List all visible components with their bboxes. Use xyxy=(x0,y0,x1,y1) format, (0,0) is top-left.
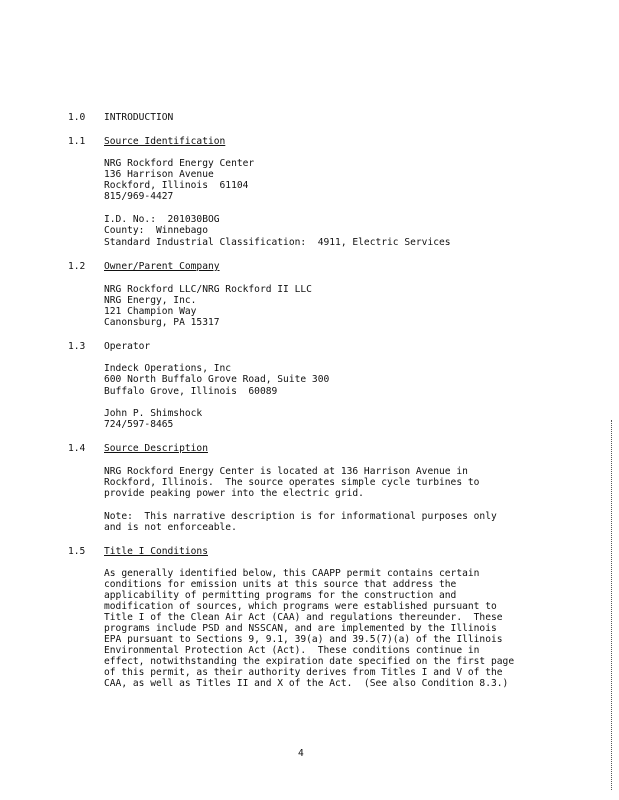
text-line: NRG Rockford LLC/NRG Rockford II LLC xyxy=(104,284,312,295)
text-line: EPA pursuant to Sections 9, 9.1, 39(a) and 39.5(7)(a) of the Illinois xyxy=(104,634,503,645)
text-line: conditions for emission units at this source that address the xyxy=(104,579,457,590)
text-line: Buffalo Grove, Illinois 60089 xyxy=(104,386,278,397)
text-line: Environmental Protection Act (Act). These conditions continue in xyxy=(104,645,480,656)
page-number: 4 xyxy=(298,748,304,759)
text-line: John P. Shimshock xyxy=(104,408,203,419)
text-line: I.D. No.: 201030BOG xyxy=(104,214,220,225)
text-line: CAA, as well as Titles II and X of the Act. (See also Condition 8.3.) xyxy=(104,678,509,689)
text-line: Rockford, Illinois 61104 xyxy=(104,180,249,191)
section-number: 1.3 xyxy=(68,341,86,352)
text-line: 121 Champion Way xyxy=(104,306,197,317)
section-number: 1.0 xyxy=(68,112,86,123)
text-line: NRG Rockford Energy Center xyxy=(104,158,255,169)
section-heading: Source Description xyxy=(104,443,208,454)
text-line: programs include PSD and NSSCAN, and are implemented by the Illinois xyxy=(104,623,497,634)
text-line: 136 Harrison Avenue xyxy=(104,169,214,180)
text-line: effect, notwithstanding the expiration date specified on the first page xyxy=(104,656,515,667)
section-heading: Owner/Parent Company xyxy=(104,261,220,272)
text-line: County: Winnebago xyxy=(104,225,208,236)
text-line: and is not enforceable. xyxy=(104,522,237,533)
text-line: As generally identified below, this CAAPP permit contains certain xyxy=(104,568,480,579)
section-number: 1.2 xyxy=(68,261,86,272)
text-line: Title I of the Clean Air Act (CAA) and regulations thereunder. These xyxy=(104,612,503,623)
text-line: Canonsburg, PA 15317 xyxy=(104,317,220,328)
text-line: of this permit, as their authority derives from Titles I and V of the xyxy=(104,667,503,678)
text-line: 724/597-8465 xyxy=(104,419,174,430)
section-heading: INTRODUCTION xyxy=(104,112,174,123)
section-number: 1.1 xyxy=(68,136,86,147)
text-line: NRG Energy, Inc. xyxy=(104,295,197,306)
section-heading: Title I Conditions xyxy=(104,546,208,557)
text-line: Note: This narrative description is for informational purposes only xyxy=(104,511,497,522)
section-heading: Source Identification xyxy=(104,136,226,147)
section-number: 1.5 xyxy=(68,546,86,557)
text-line: Standard Industrial Classification: 4911, Electric Services xyxy=(104,237,451,248)
text-line: 815/969-4427 xyxy=(104,191,174,202)
section-number: 1.4 xyxy=(68,443,86,454)
text-line: Rockford, Illinois. The source operates simple cycle turbines to xyxy=(104,477,480,488)
text-line: Indeck Operations, Inc xyxy=(104,363,232,374)
text-line: modification of sources, which programs were established pursuant to xyxy=(104,601,497,612)
section-heading: Operator xyxy=(104,341,151,352)
scan-edge-artifact xyxy=(611,420,613,790)
text-line: provide peaking power into the electric grid. xyxy=(104,488,364,499)
text-line: 600 North Buffalo Grove Road, Suite 300 xyxy=(104,374,330,385)
text-line: NRG Rockford Energy Center is located at 136 Harrison Avenue in xyxy=(104,466,468,477)
text-line: applicability of permitting programs for the construction and xyxy=(104,590,457,601)
